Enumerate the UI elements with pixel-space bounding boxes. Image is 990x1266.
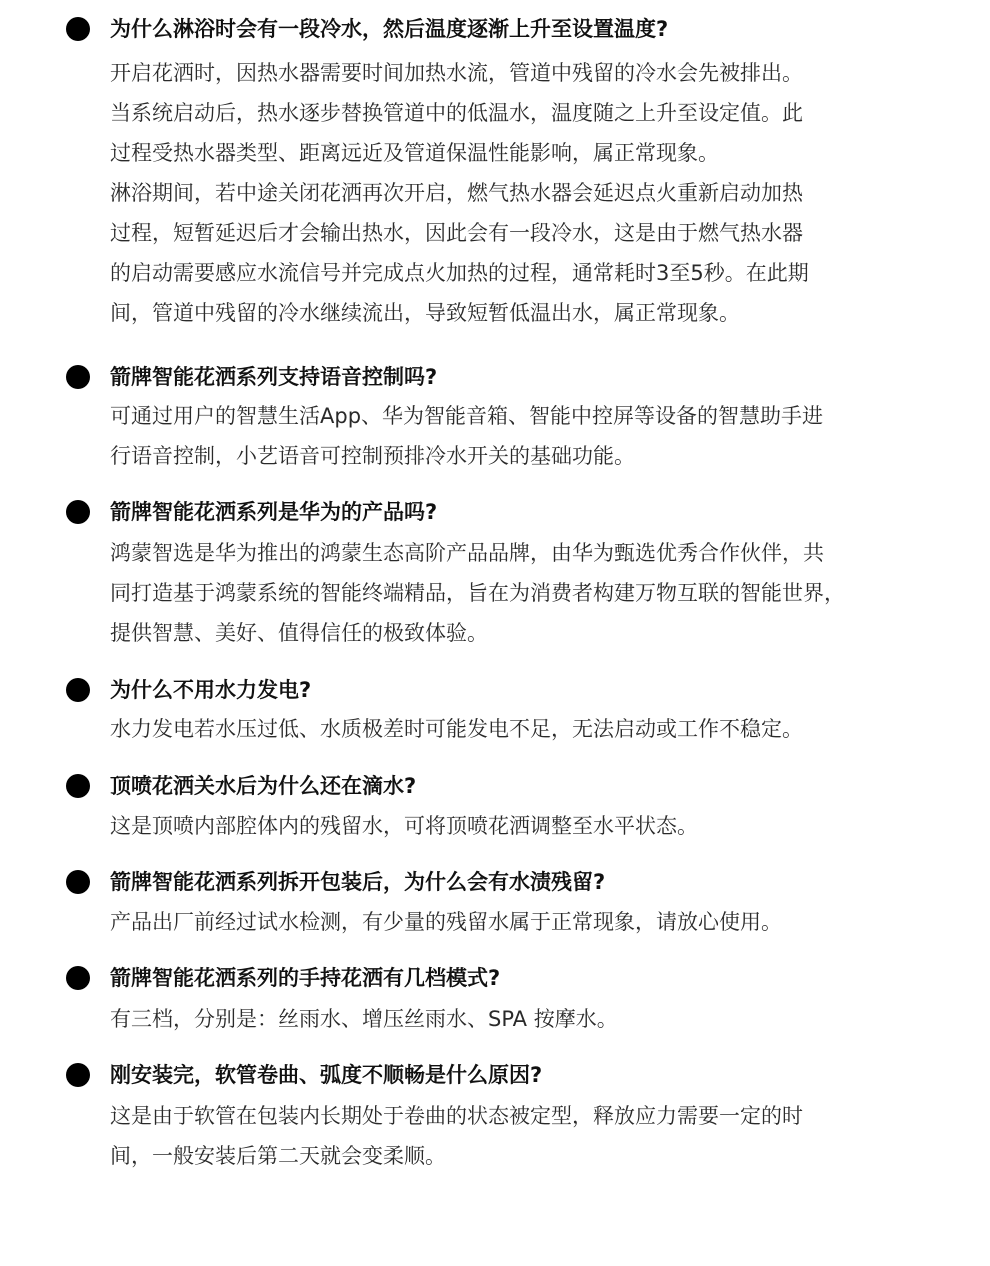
bullet-icon — [66, 1063, 90, 1087]
bullet-icon — [66, 500, 90, 524]
answer-line: 间，一般安装后第二天就会变柔顺。 — [110, 1144, 446, 1168]
faq-question: 顶喷花洒关水后为什么还在滴水? — [110, 774, 417, 798]
answer-line: 的启动需要感应水流信号并完成点火加热的过程，通常耗时3至5秒。在此期 — [110, 261, 809, 285]
answer-line: 可通过用户的智慧生活App、华为智能音箱、智能中控屏等设备的智慧助手进 — [110, 404, 824, 428]
bullet-icon — [66, 678, 90, 702]
bullet-icon — [66, 870, 90, 894]
answer-line: 过程受热水器类型、距离远近及管道保温性能影响，属正常现象。 — [110, 141, 719, 165]
answer-line: 产品出厂前经过试水检测，有少量的残留水属于正常现象，请放心使用。 — [110, 910, 782, 934]
bullet-icon — [66, 774, 90, 798]
faq-answer — [110, 999, 910, 1039]
faq-answer — [110, 709, 910, 749]
answer-line: 鸿蒙智选是华为推出的鸿蒙生态高阶产品品牌，由华为甄选优秀合作伙伴，共 — [110, 541, 824, 565]
answer-line: 这是顶喷内部腔体内的残留水，可将顶喷花洒调整至水平状态。 — [110, 814, 698, 838]
bullet-icon — [66, 17, 90, 41]
faq-answer — [110, 396, 910, 476]
answer-line: 间，管道中残留的冷水继续流出，导致短暂低温出水，属正常现象。 — [110, 301, 740, 325]
faq-question: 箭牌智能花洒系列的手持花洒有几档模式? — [110, 966, 501, 990]
faq-answer — [110, 1096, 910, 1176]
faq-answer — [110, 533, 910, 653]
faq-question: 箭牌智能花洒系列支持语音控制吗? — [110, 365, 438, 389]
answer-line: 淋浴期间，若中途关闭花洒再次开启，燃气热水器会延迟点火重新启动加热 — [110, 181, 803, 205]
answer-line: 开启花洒时，因热水器需要时间加热水流，管道中残留的冷水会先被排出。 — [110, 61, 803, 85]
answer-line: 有三档，分别是：丝雨水、增压丝雨水、SPA 按摩水。 — [110, 1007, 618, 1031]
faq-answer — [110, 53, 910, 333]
faq-answer — [110, 902, 910, 942]
answer-line: 水力发电若水压过低、水质极差时可能发电不足，无法启动或工作不稳定。 — [110, 717, 803, 741]
answer-line: 提供智慧、美好、值得信任的极致体验。 — [110, 621, 488, 645]
answer-line: 当系统启动后，热水逐步替换管道中的低温水，温度随之上升至设定值。此 — [110, 101, 803, 125]
bullet-icon — [66, 365, 90, 389]
answer-line: 过程，短暂延迟后才会输出热水，因此会有一段冷水，这是由于燃气热水器 — [110, 221, 803, 245]
answer-line: 行语音控制，小艺语音可控制预排冷水开关的基础功能。 — [110, 444, 635, 468]
faq-question: 为什么不用水力发电? — [110, 678, 312, 702]
answer-line: 这是由于软管在包装内长期处于卷曲的状态被定型，释放应力需要一定的时 — [110, 1104, 803, 1128]
faq-question: 刚安装完，软管卷曲、弧度不顺畅是什么原因? — [110, 1063, 543, 1087]
faq-question: 箭牌智能花洒系列拆开包装后，为什么会有水渍残留? — [110, 870, 606, 894]
faq-question: 为什么淋浴时会有一段冷水，然后温度逐渐上升至设置温度? — [110, 17, 669, 41]
faq-answer — [110, 806, 910, 846]
faq-question: 箭牌智能花洒系列是华为的产品吗? — [110, 500, 438, 524]
answer-line: 同打造基于鸿蒙系统的智能终端精品，旨在为消费者构建万物互联的智能世界， — [110, 581, 845, 605]
bullet-icon — [66, 966, 90, 990]
